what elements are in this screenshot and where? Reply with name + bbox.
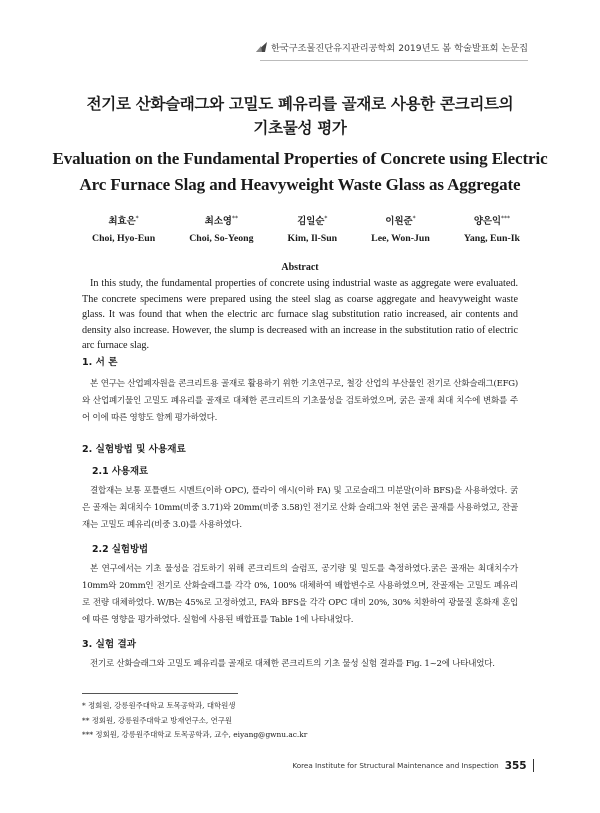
author-3 [288, 213, 338, 244]
author-name-en: Yang, Eun-Ik [463, 233, 520, 244]
page-number: 355 [504, 759, 527, 772]
author-5 [464, 213, 520, 244]
author-mark: * [324, 214, 328, 222]
section-body: 본 연구에서는 기초 물성을 검토하기 위해 콘크리트의 슬럼프, 공기량 및 밀도를 측정하였다.굵은 골재는 최대치수가 10mm와 20mm인 전기로 산화슬래그를 각각 0%, 100% 대체하여 배합변수로 사용하였으며, 잔골재는 고밀도 폐유리로 전량 대체하였다. W/B는 45%로 고정하였고, FA와 BFS을 각각 OPC 대비 20%, 30% 치환하여 광물질 혼화재 혼입에 따른 영향을 평가하였다. 실험에 사용된 배합표를 Table 1에 나타내었다. [82, 564, 518, 625]
journal-header [256, 40, 528, 54]
korean-title-line1: 전기로 산화슬래그와 고밀도 폐유리를 골재로 사용한 콘크리트의 [86, 95, 514, 113]
footnotes [82, 699, 307, 743]
author-name-en: Kim, Il-Sun [287, 233, 338, 244]
footer-organization: Korea Institute for Structural Maintenance and Inspection [292, 761, 499, 770]
section-heading: 3. 실험 결과 [82, 639, 137, 650]
author-1 [92, 213, 155, 244]
section-body: 결합재는 보통 포틀랜드 시멘트(이하 OPC), 플라이 애시(이하 FA) 및 고로슬래그 미분말(이하 BFS)을 사용하였다. 굵은 골재는 최대치수 10mm(비중 3.71)와 20mm(비중 3.58)인 전기로 산화 슬래그와 천연 굵은 골재를 사용하였고, 잔골재는 고밀도 폐유리(비중 3.0)를 사용하였다. [82, 486, 518, 530]
abstract-heading: Abstract [281, 262, 319, 273]
header-rule [260, 60, 528, 61]
author-4 [371, 213, 430, 244]
author-mark: * [412, 214, 416, 222]
author-list [92, 213, 520, 244]
footer-divider [533, 759, 534, 772]
english-title [40, 146, 560, 198]
footnote-rule [82, 693, 238, 694]
subsection-heading: 2.2 실험방법 [92, 544, 149, 555]
section-heading: 1. 서 론 [82, 357, 118, 368]
korean-title-line2: 기초물성 평가 [253, 119, 347, 137]
section-body: 본 연구는 산업폐자원을 콘크리트용 골재로 활용하기 위한 기초연구로, 철강 산업의 부산물인 전기로 산화슬래그(EFG)와 산업폐기물인 고밀도 폐유리를 골재로 대체한 콘크리트의 기초물성을 검토하였으며, 굵은 골재 최대 치수에 변화를 주어 이에 따른 영향도 함께 평가하였다. [82, 379, 518, 423]
section-test-method [82, 541, 518, 629]
author-mark: ** [231, 214, 238, 222]
author-name-en: Lee, Won-Jun [371, 233, 430, 244]
korean-title [60, 92, 540, 140]
author-name-kr: 최효은 [108, 216, 136, 227]
footnote: *** 정회원, 강릉원주대학교 토목공학과, 교수, eiyang@gwnu.ac.kr [82, 730, 308, 739]
footnote: ** 정회원, 강릉원주대학교 방재연구소, 연구원 [82, 715, 232, 725]
english-title-line1: Evaluation on the Fundamental Properties of Concrete using Electric [52, 149, 548, 168]
author-name-kr: 이원준 [385, 216, 413, 227]
author-name-kr: 김일순 [297, 216, 325, 227]
section-introduction [82, 354, 518, 427]
section-results [82, 636, 518, 673]
author-name-kr: 양은익 [473, 216, 501, 227]
author-mark: *** [501, 214, 510, 222]
abstract-text: In this study, the fundamental properties of concrete using industrial waste as aggregate were evaluated. The concrete specimens were prepared using the steel slag as coarse aggregate and heavyweight waste glass. It was found that when the electric arc furnace slag substitution ratio increased, air contents and density also increase. However, the slump is decreased with an increase in the substitution ratio of electric arc furnace slag. [82, 278, 518, 351]
subsection-heading: 2.1 사용재료 [92, 466, 149, 477]
section-heading: 2. 실험방법 및 사용재료 [82, 444, 186, 455]
author-name-en: Choi, So-Yeong [189, 233, 254, 244]
footnote: * 정회원, 강릉원주대학교 토목공학과, 대학원생 [82, 701, 236, 710]
journal-name: 한국구조물진단유지관리공학회 2019년도 봄 학술발표회 논문집 [271, 43, 528, 54]
author-mark: * [135, 214, 139, 222]
author-2 [189, 213, 253, 244]
english-title-line2: Arc Furnace Slag and Heavyweight Waste Glass as Aggregate [79, 175, 521, 194]
pen-nib-icon [256, 42, 267, 52]
author-name-en: Choi, Hyo-Eun [92, 233, 156, 244]
author-name-kr: 최소영 [204, 216, 232, 227]
section-body: 전기로 산화슬래그와 고밀도 폐유리를 골재로 대체한 콘크리트의 기초 물성 실험 결과를 Fig. 1~2에 나타내었다. [90, 659, 495, 669]
page-footer [292, 759, 534, 772]
section-methods [82, 441, 518, 534]
